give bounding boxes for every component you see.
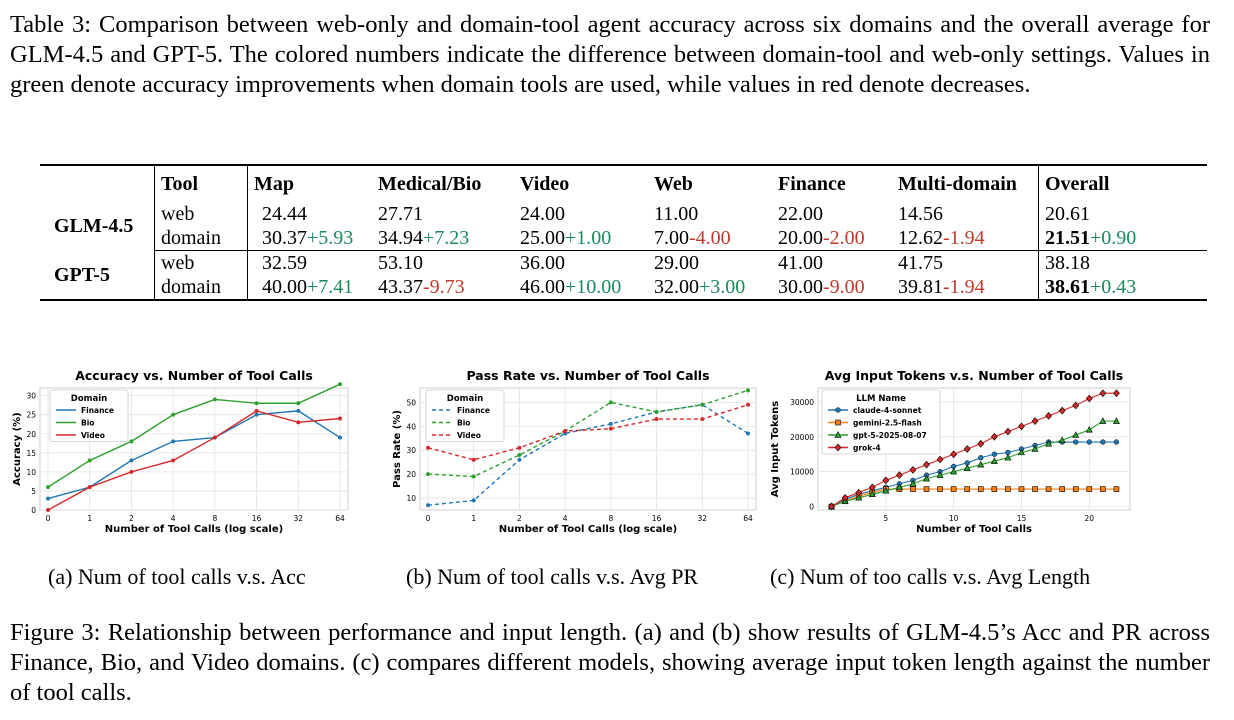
cell-value: 22.00 [778, 203, 823, 225]
x-tick-label: 1 [87, 514, 93, 523]
data-point [836, 408, 841, 413]
pass-rate-chart [388, 366, 760, 546]
data-point [88, 459, 92, 463]
legend-title: Domain [70, 394, 108, 404]
data-point [472, 458, 476, 462]
figure-caption: Figure 3: Relationship between performance and input length. (a) and (b) show results of GLM-4.5’s Acc and PR across Finance, Bio, and Video domains. (c) compares different models, showing average input token length against the number of tool calls. [10, 619, 1210, 706]
y-axis-label: Avg Input Tokens [770, 400, 781, 498]
cell-value: 36.00 [520, 252, 565, 274]
data-point [609, 422, 613, 426]
cell-value: 34.94 [378, 227, 423, 249]
legend-label: claude-4-sonnet [853, 406, 922, 415]
data-point [1114, 440, 1119, 445]
col-header-medical-bio: Medical/Bio [378, 173, 482, 195]
legend-label: Video [457, 431, 481, 440]
y-tick-label: 30000 [790, 397, 814, 407]
data-point [255, 401, 259, 405]
table-cell [1039, 275, 1208, 300]
data-point [213, 436, 217, 440]
chart-title: Avg Input Tokens v.s. Number of Tool Calls [824, 368, 1124, 383]
data-point [46, 508, 50, 512]
data-point [518, 458, 522, 462]
data-point [938, 487, 943, 492]
table-cell [772, 275, 892, 300]
delta-value: +7.41 [307, 276, 354, 298]
table-cell [1039, 202, 1208, 226]
table-cell [648, 251, 772, 276]
x-axis-label: Number of Tool Calls [915, 524, 1033, 535]
delta-value: -9.00 [823, 276, 865, 298]
table-row [40, 251, 1207, 276]
y-tick-label: 40 [406, 422, 416, 432]
data-point [1100, 440, 1105, 445]
y-axis-label: Pass Rate (%) [392, 410, 403, 488]
subcaption-a: (a) Num of tool calls v.s. Acc [48, 564, 306, 589]
data-point [171, 413, 175, 417]
data-point [130, 459, 134, 463]
data-point [1033, 487, 1038, 492]
data-point [746, 389, 750, 393]
table-cell [372, 275, 514, 300]
legend-title: LLM Name [856, 394, 906, 404]
table-row [40, 226, 1207, 251]
y-tick-label: 10 [406, 494, 416, 504]
table-row [40, 275, 1207, 300]
data-point [518, 453, 522, 457]
y-tick-label: 20 [406, 470, 416, 480]
data-point [836, 420, 841, 425]
y-tick-label: 25 [26, 410, 36, 420]
table-caption: Table 3: Comparison between web-only and domain-tool agent accuracy across six domains and the overall average for GLM-4.5 and GPT-5. The colored numbers indicate the difference between domain-tool and web-only settings. Values in green denote accuracy improvements when domain tools are used, while values in red denote decreases. [10, 11, 1210, 98]
legend-label: Finance [457, 406, 490, 415]
delta-value: +7.23 [423, 227, 470, 249]
y-tick-label: 0 [31, 506, 36, 515]
cell-value: 53.10 [378, 252, 423, 274]
table-cell [1039, 251, 1208, 276]
data-point [1100, 487, 1105, 492]
data-point [338, 436, 342, 440]
data-point [255, 409, 259, 413]
data-point [338, 382, 342, 386]
legend-label: Video [81, 431, 105, 440]
x-tick-label: 8 [212, 514, 218, 523]
table-cell [248, 226, 373, 251]
delta-value: +1.00 [565, 227, 612, 249]
accuracy-chart [8, 366, 368, 546]
data-point [171, 440, 175, 444]
table-cell [372, 251, 514, 276]
data-point [609, 427, 613, 431]
legend-label: Bio [81, 418, 95, 428]
y-axis-label: Accuracy (%) [12, 412, 23, 486]
cell-value: 21.51 [1045, 227, 1090, 249]
x-tick-label: 0 [45, 514, 51, 523]
x-tick-label: 8 [608, 514, 614, 523]
col-header-multi-domain: Multi-domain [898, 173, 1017, 195]
data-point [296, 409, 300, 413]
data-point [746, 403, 750, 407]
x-tick-label: 32 [697, 514, 708, 523]
tool-label: web [155, 202, 248, 226]
data-point [213, 398, 217, 402]
data-point [992, 452, 997, 457]
legend-title: Domain [446, 394, 484, 404]
y-tick-label: 15 [26, 448, 36, 458]
delta-value: +5.93 [307, 227, 354, 249]
table-cell [514, 275, 648, 300]
cell-value: 40.00 [262, 276, 307, 298]
data-point [978, 487, 983, 492]
table-cell [648, 202, 772, 226]
col-header-finance: Finance [778, 173, 846, 195]
table-cell [648, 275, 772, 300]
cell-value: 7.00 [654, 227, 689, 249]
data-point [338, 417, 342, 421]
table-cell [772, 226, 892, 251]
cell-value: 25.00 [520, 227, 565, 249]
data-point [924, 487, 929, 492]
data-point [1087, 487, 1092, 492]
data-point [296, 401, 300, 405]
data-point [1087, 440, 1092, 445]
delta-value: +0.90 [1090, 227, 1137, 249]
table-cell [514, 226, 648, 251]
data-point [130, 440, 134, 444]
cell-value: 24.00 [520, 203, 565, 225]
delta-value: +10.00 [565, 276, 622, 298]
data-point [1114, 487, 1119, 492]
model-name: GLM-4.5 [54, 215, 134, 238]
col-header-overall: Overall [1039, 165, 1208, 202]
y-tick-label: 30 [26, 391, 36, 401]
data-point [46, 485, 50, 489]
table-cell [772, 251, 892, 276]
data-point [563, 429, 567, 433]
x-tick-label: 32 [293, 514, 304, 523]
table-cell [248, 251, 373, 276]
model-name: GPT-5 [54, 263, 110, 286]
data-point [518, 446, 522, 450]
data-point [951, 487, 956, 492]
x-axis-label: Number of Tool Calls (log scale) [498, 524, 678, 535]
data-point [1046, 487, 1051, 492]
data-point [426, 472, 430, 476]
data-point [1005, 487, 1010, 492]
cell-value: 41.00 [778, 252, 823, 274]
cell-value: 32.59 [262, 252, 307, 274]
data-point [746, 432, 750, 436]
cell-value: 39.81 [898, 276, 943, 298]
cell-value: 20.61 [1045, 203, 1090, 225]
delta-value: +3.00 [699, 276, 746, 298]
data-point [700, 403, 704, 407]
x-tick-label: 16 [251, 514, 262, 523]
data-point [965, 487, 970, 492]
data-point [255, 413, 259, 417]
x-tick-label: 2 [517, 514, 522, 523]
data-point [426, 503, 430, 507]
x-tick-label: 15 [1016, 514, 1027, 523]
table-cell [248, 202, 373, 226]
data-point [992, 487, 997, 492]
delta-value: -2.00 [823, 227, 865, 249]
col-header-tool: Tool [155, 165, 248, 202]
cell-value: 30.00 [778, 276, 823, 298]
results-table [40, 164, 1207, 301]
x-tick-label: 4 [562, 514, 568, 523]
legend-label: grok-4 [853, 443, 881, 453]
cell-value: 12.62 [898, 227, 943, 249]
table-cell [892, 251, 1039, 276]
data-point [296, 421, 300, 425]
table-cell [892, 275, 1039, 300]
data-point [700, 417, 704, 421]
y-tick-label: 50 [406, 398, 416, 408]
legend-label: Finance [81, 406, 114, 415]
x-tick-label: 20 [1084, 514, 1095, 523]
data-point [655, 417, 659, 421]
data-point [609, 401, 613, 405]
table-cell [248, 275, 373, 300]
legend-label: gemini-2.5-flash [853, 418, 922, 428]
delta-value: -1.94 [943, 276, 985, 298]
delta-value: -9.73 [423, 276, 465, 298]
tool-label: web [155, 251, 248, 276]
data-point [1073, 487, 1078, 492]
table-cell [372, 226, 514, 251]
legend-label: gpt-5-2025-08-07 [853, 431, 927, 440]
table-cell [514, 202, 648, 226]
col-header-video: Video [520, 173, 570, 195]
cell-value: 32.00 [654, 276, 699, 298]
table-row [40, 202, 1207, 226]
cell-value: 27.71 [378, 203, 423, 225]
cell-value: 30.37 [262, 227, 307, 249]
data-point [472, 499, 476, 503]
tool-label: domain [155, 275, 248, 300]
cell-value: 24.44 [262, 203, 307, 225]
cell-value: 46.00 [520, 276, 565, 298]
y-tick-label: 5 [31, 486, 36, 496]
x-tick-label: 5 [883, 514, 889, 523]
data-point [978, 455, 983, 460]
cell-value: 41.75 [898, 252, 943, 274]
table-cell [772, 202, 892, 226]
x-tick-label: 1 [471, 514, 477, 523]
x-tick-label: 2 [129, 514, 134, 523]
y-tick-label: 10 [26, 467, 36, 477]
data-point [171, 459, 175, 463]
data-point [130, 470, 134, 474]
data-point [88, 485, 92, 489]
delta-value: -1.94 [943, 227, 985, 249]
y-tick-label: 20 [26, 429, 36, 439]
table-cell [648, 226, 772, 251]
x-tick-label: 10 [948, 514, 959, 523]
x-axis-label: Number of Tool Calls (log scale) [104, 524, 284, 535]
y-tick-label: 10000 [790, 467, 814, 477]
x-tick-label: 4 [170, 514, 176, 523]
y-tick-label: 30 [406, 446, 416, 456]
delta-value: -4.00 [689, 227, 731, 249]
subcaption-c: (c) Num of too calls v.s. Avg Length [770, 564, 1091, 589]
data-point [1073, 440, 1078, 445]
cell-value: 43.37 [378, 276, 423, 298]
chart-title: Accuracy vs. Number of Tool Calls [75, 368, 313, 383]
chart-title: Pass Rate vs. Number of Tool Calls [466, 368, 710, 383]
table-body [40, 202, 1207, 300]
table-cell [514, 251, 648, 276]
subcaption-b: (b) Num of tool calls v.s. Avg PR [406, 564, 699, 589]
data-point [655, 410, 659, 414]
cell-value: 38.18 [1045, 252, 1090, 274]
tool-label: domain [155, 226, 248, 251]
cell-value: 20.00 [778, 227, 823, 249]
table-cell [1039, 226, 1208, 251]
data-point [1060, 487, 1065, 492]
col-header-map: Map [248, 165, 373, 202]
delta-value: +0.43 [1090, 276, 1137, 298]
legend-label: Bio [457, 418, 471, 428]
table-cell [372, 202, 514, 226]
x-tick-label: 0 [425, 514, 431, 523]
y-tick-label: 20000 [790, 432, 814, 442]
input-tokens-chart [768, 366, 1138, 546]
table-cell [892, 226, 1039, 251]
cell-value: 38.61 [1045, 276, 1090, 298]
y-tick-label: 0 [809, 502, 814, 512]
data-point [910, 487, 915, 492]
cell-value: 11.00 [654, 203, 699, 225]
cell-value: 14.56 [898, 203, 943, 225]
x-tick-label: 16 [651, 514, 662, 523]
table-header-row [40, 165, 1207, 202]
cell-value: 29.00 [654, 252, 699, 274]
col-header-web: Web [654, 173, 693, 195]
data-point [1019, 487, 1024, 492]
x-tick-label: 64 [743, 514, 753, 523]
data-point [472, 475, 476, 479]
x-tick-label: 64 [335, 514, 345, 523]
data-point [46, 497, 50, 501]
data-point [426, 446, 430, 450]
table-cell [892, 202, 1039, 226]
